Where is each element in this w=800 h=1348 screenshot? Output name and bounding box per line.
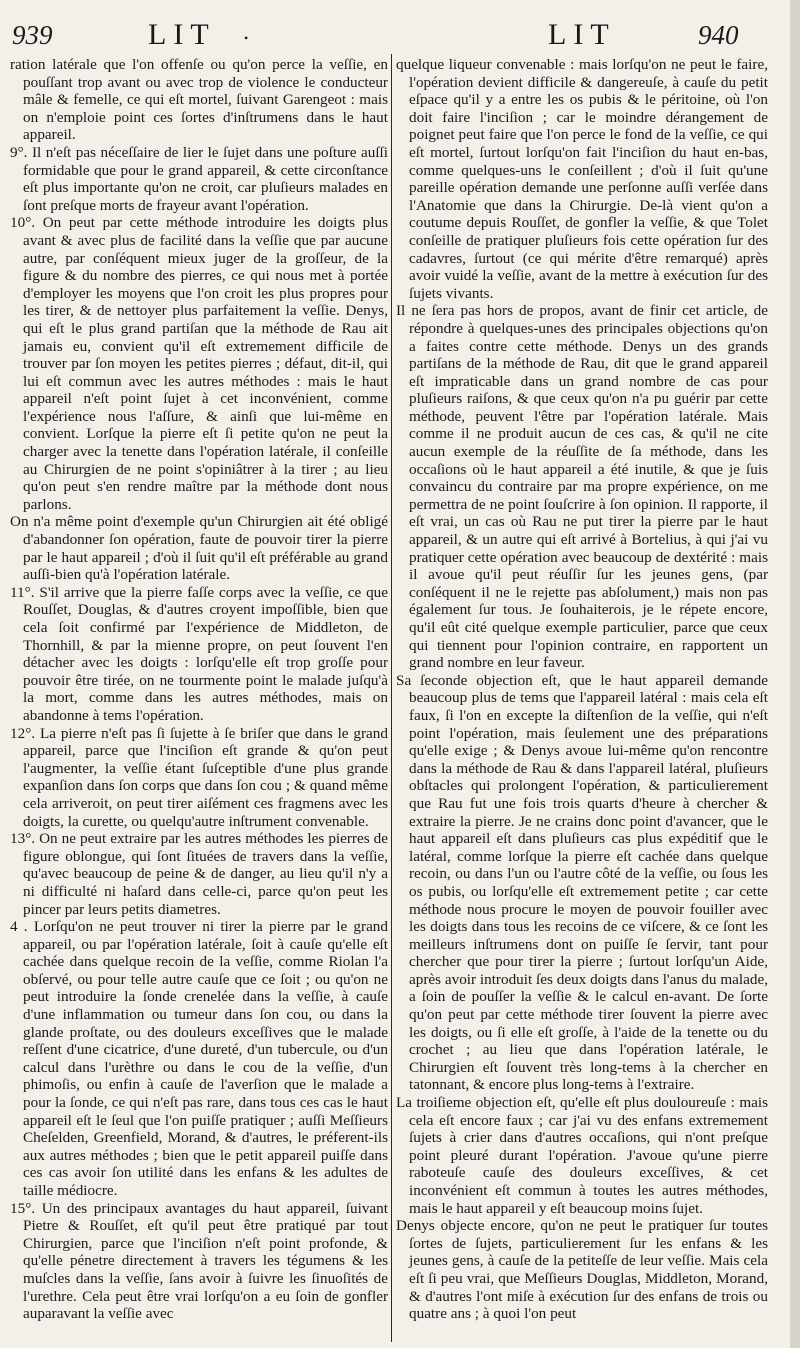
paragraph: 10°. On peut par cette méthode introduire les doigts plus avant & avec plus de facilité dans la veſſie que par aucune autre, par conſéquent mieux juger de la groſſeur, de la figure & du nombre des pierres, ce qui nous met à portée d'employer les moyens que l'on croit les plus propres pour les tirer, & de nettoyer plus parfaitement la veſſie. Denys, qui eſt le plus grand partiſan que la méthode de Rau ait jamais eu, convient qu'il eſt extremement difficile de trouver par ſon moyen les petites pierres ; défaut, dit-il, qui lui eſt commun avec les autres méthodes : mais le haut appareil n'eſt point ſujet à cet inconvénient, comme l'expérience nous l'aſſure, & ainſi que lui-même en convient. Lorſque la pierre eſt ſi petite qu'on ne peut la charger avec la tenette dans l'opération latérale, il conſeille au Chirurgien de ne point s'opiniâtrer à la tirer ; au lieu qu'on peut s'en rendre maître par la méthode dont nous parlons.: [10, 214, 388, 513]
running-head-left: LIT: [148, 18, 216, 51]
paragraph: 13°. On ne peut extraire par les autres méthodes les pierres de figure oblongue, qui ſont ſituées de travers dans la veſſie, qu'avec beaucoup de peine & de danger, au lieu qu'il n'y a ni difficulté ni haſard dans celle-ci, parce qu'on peut les pincer par leurs petits diametres.: [10, 830, 388, 918]
page-header: [0, 0, 800, 54]
left-column: [10, 56, 388, 1340]
paragraph: Denys objecte encore, qu'on ne peut le pratiquer ſur toutes ſortes de ſujets, particulierement ſur les enfans & les jeunes gens, à cauſe de la petiteſſe de leur veſſie. Mais cela eſt ſi peu vrai, que Meſſieurs Douglas, Middleton, Morand, & d'autres l'ont miſe à exécution ſur des enfans de trois ou quatre ans ; à quoi l'on peut: [396, 1217, 768, 1323]
page-number-right: 940: [698, 20, 739, 50]
paragraph: 4 . Lorſqu'on ne peut trouver ni tirer la pierre par le grand appareil, ou par l'opération latérale, ſoit à cauſe qu'elle eſt cachée dans quelque recoin de la veſſie, comme Riolan l'a obſervé, ou pour telle autre cauſe que ce ſoit ; ou qu'on ne peut introduire la ſonde crenelée dans la veſſie, à cauſe d'une inflammation ou tumeur dans ſon cou, ou dans la glande proſtate, ou des douleurs exceſſives que le malade reſſent d'une cicatrice, d'une dureté, d'un tubercule, ou d'un calcul dans l'urèthre ou dans le cou de la veſſie, d'un phimoſis, ou enfin à cauſe de l'averſion que le malade a pour la ſonde, ce qui n'eſt pas rare, dans tous ces cas le haut appareil eſt le ſeul que l'on puiſſe pratiquer ; auſſi Meſſieurs Cheſelden, Greenfield, Morand, & d'autres, le préferent-ils aux autres méthodes ; bien que le petit appareil puiſſe dans ces cas avoir ſon utilité dans les enfans & les adultes de taille médiocre.: [10, 918, 388, 1199]
paragraph: 12°. La pierre n'eſt pas ſi ſujette à ſe briſer que dans le grand appareil, parce que l'inciſion eſt grande & qu'on peut l'augmenter, la veſſie étant ſuſceptible d'une plus grande expanſion dans ſon corps que dans ſon cou ; & quand même cela arriveroit, on peut tirer aiſément ces fragmens avec les doigts, la curette, ou quelqu'autre inſtrument convenable.: [10, 724, 388, 830]
paragraph: ration latérale que l'on offenſe ou qu'on perce la veſſie, en pouſſant trop avant ou avec trop de violence le conducteur mâle & femelle, ce qui eſt mortel, ſuivant Garengeot : mais on n'emploie point ces ſortes d'inſtrumens dans le haut appareil.: [10, 56, 388, 144]
paragraph: On n'a même point d'exemple qu'un Chirurgien ait été obligé d'abandonner ſon opération, faute de pouvoir tirer la pierre par le haut appareil ; d'où il ſuit qu'il eſt préférable au grand auſſi-bien qu'à l'opération latérale.: [10, 513, 388, 584]
page-number-left: 939: [12, 20, 53, 50]
paragraph: 9°. Il n'eſt pas néceſſaire de lier le ſujet dans une poſture auſſi formidable que pour le grand appareil, & cette circonſtance eſt plus importante qu'on ne croit, car pluſieurs malades en ſont preſque morts de frayeur avant l'opération.: [10, 143, 388, 214]
page-edge: [790, 0, 800, 1348]
paragraph: La troiſieme objection eſt, qu'elle eſt plus douloureuſe : mais cela eſt encore faux ; car j'ai vu des enfans extremement ſujets à crier dans d'autres occaſions, qui n'ont preſque point pleuré durant l'opération. J'avoue qu'une pierre raboteuſe cauſe des douleurs exceſſives, & cet inconvénient eſt commun à toutes les autres méthodes, mais le haut appareil y eſt beaucoup moins ſujet.: [396, 1094, 768, 1217]
running-head-right: LIT: [548, 18, 616, 51]
right-column: [396, 56, 768, 1340]
header-ornament: •: [244, 31, 249, 45]
paragraph: Il ne ſera pas hors de propos, avant de finir cet article, de répondre à quelques-unes des principales objections qu'on a faites contre cette méthode. Denys un des grands partiſans de la méthode de Rau, dit que le grand appareil eſt impraticable dans un grand nombre de cas pour pluſieurs raiſons, & que ceux qu'on n'a pu guérir par cette méthode, peuvent l'être par l'opération latérale. Mais comme il ne produit aucun de ces cas, & qu'il ne cite aucun exemple de la réuſſite de ſa méthode, dans les occaſions où le haut appareil a été inutile, & que je ſuis convaincu du contraire par ma propre expérience, on me permettra de ne point ſouſcrire à ſon opinion. Il rapporte, il eſt vrai, un cas où Rau ne put tirer la pierre par le haut appareil, & un autre qui eſt arrivé à Bortelius, à qui j'ai vu pratiquer cette opération avec beaucoup de dextérité : mais il avoue qu'il peut réuſſir ſur les jeunes gens, (par conſéquent il ne le rejette pas abſolument,) mais non pas également ſur tous. Je ſouhaiterois, je le répete encore, qu'il eût cité quelque exemple particulier, parce que ceux qui tiennent pour l'opinion contraire, en rapportent un grand nombre en leur faveur.: [396, 302, 768, 672]
paragraph: quelque liqueur convenable : mais lorſqu'on ne peut le faire, l'opération devient difficile & dangereuſe, à cauſe du petit eſpace qu'il y a entre les os pubis & le péritoine, où l'on doit faire l'inciſion ; car le moindre dérangement de poignet peut faire que l'on perce le fond de la veſſie, ce qui eſt mortel, ſurtout lorſqu'on fait l'inciſion du haut en-bas, comme quelques-uns le conſeillent ; d'où il ſuit qu'une pareille opération demande une perſonne auſſi verſée dans l'Anatomie que dans la Chirurgie. De-là vient qu'on a coutume depuis Rouſſet, de gonfler la veſſie, & que Tolet conſeille de pratiquer pluſieurs fois cette opération ſur des cadavres, ſurtout (ce qui mérite d'être remarqué) après avoir vuidé la veſſie, avant de la mettre à exécution ſur des ſujets vivants.: [396, 56, 768, 302]
column-divider: [391, 54, 392, 1342]
paragraph: 11°. S'il arrive que la pierre faſſe corps avec la veſſie, ce que Rouſſet, Douglas, & d'autres croyent impoſſible, bien que cela ſoit confirmé par l'expérience de Middleton, de Thornhill, & par la mienne propre, on peut ſouvent l'en détacher avec les doigts : lorſqu'elle eſt trop groſſe pour pouvoir être tirée, on ne tourmente point le malade juſqu'à la mort, comme dans les autres méthodes, mais on abandonne à tems l'opération.: [10, 583, 388, 724]
paragraph: 15°. Un des principaux avantages du haut appareil, ſuivant Pietre & Rouſſet, eſt qu'il peut être pratiqué par tout Chirurgien, parce que l'inciſion n'eſt point profonde, & qu'elle pénetre directement à travers les tégumens & les muſcles dans la veſſie, ſans avoir à ſuivre les ſinuoſités de l'urethre. Cela peut être vrai lorſqu'on a eu ſoin de gonfler auparavant la veſſie avec: [10, 1199, 388, 1323]
paragraph: Sa ſeconde objection eſt, que le haut appareil demande beaucoup plus de tems que l'appareil latéral : mais cela eſt faux, ſi l'on en excepte la diſtenſion de la veſſie, qui n'eſt point l'opération, mais ſeulement une des préparations qu'elle exige ; & Denys avoue lui-même qu'on rencontre dans la méthode de Rau & dans l'appareil latéral, pluſieurs obſtacles qui prolongent l'opération, & particulierement que Rau fut une fois trois quarts d'heure à chercher & extraire la pierre. Je ne crains donc point d'avancer, que le haut appareil eſt dans pluſieurs cas plus expéditif que le latéral, comme lorſque la pierre eſt cachée dans quelque recoin, ou dans l'un ou l'autre côté de la veſſie, ou ſous les os pubis, ou lorſqu'elle eſt extremement petite ; car cette méthode nous procure le moyen de pouvoir fouiller avec les doigts dans tous les recoins de ce viſcere, & ce ſont les meilleurs inſtrumens dont on puiſſe ſe ſervir, tant pour chercher que pour tirer la pierre ; ſurtout lorſqu'un Aide, après avoir introduit ſes deux doigts dans l'anus du malade, a ſoin de pouſſer la veſſie & le calcul en-avant. De ſorte qu'on peut par cette méthode tirer ſouvent la pierre avec les doigts, ou ſi elle eſt groſſe, à l'aide de la tenette ou du crochet ; au lieu que dans l'opération latérale, le Chirurgien eſt ſouvent très long-tems à la chercher en tatonnant, & encore plus long-tems à l'extraire.: [396, 671, 768, 1094]
